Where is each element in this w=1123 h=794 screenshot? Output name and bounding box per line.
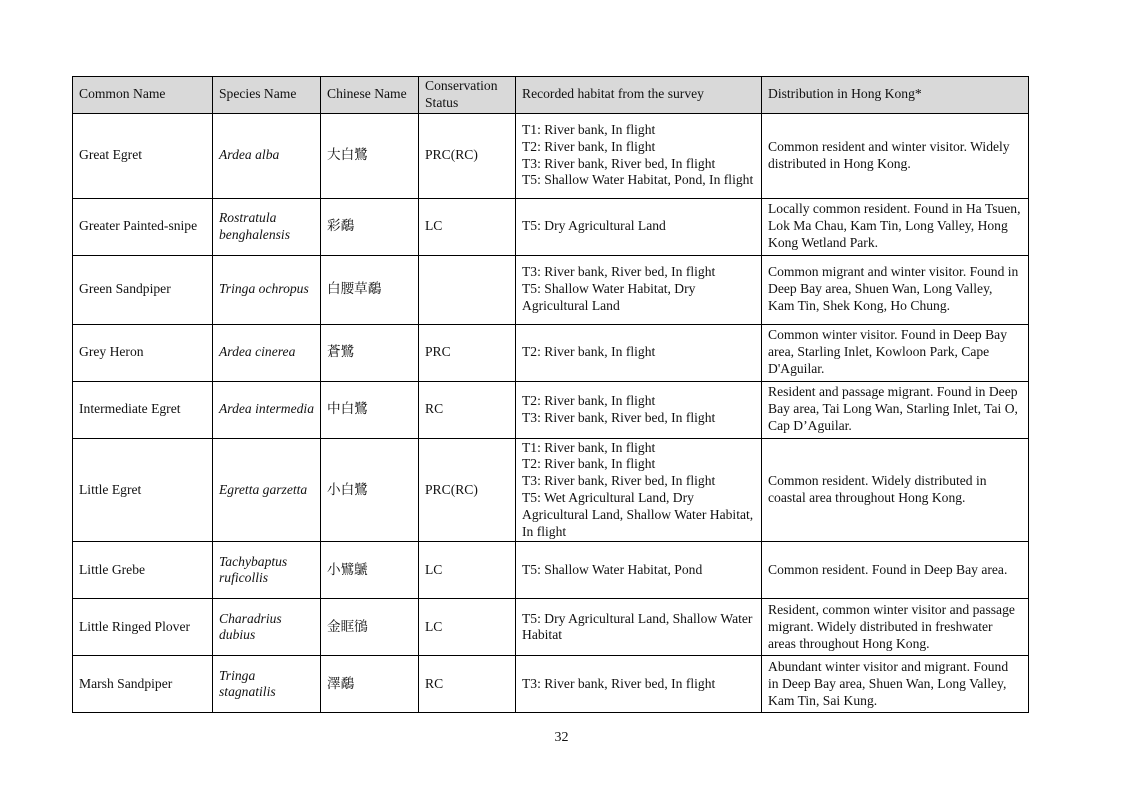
cell-distribution: Common resident. Widely distributed in coastal area throughout Hong Kong.	[762, 438, 1029, 542]
cell-conservation-status: LC	[419, 542, 516, 599]
cell-common-name: Intermediate Egret	[73, 381, 213, 438]
header-conservation-status: Conservation Status	[419, 77, 516, 114]
header-distribution: Distribution in Hong Kong*	[762, 77, 1029, 114]
cell-distribution: Locally common resident. Found in Ha Tsuen, Lok Ma Chau, Kam Tin, Long Valley, Hong Kong Wetland Park.	[762, 198, 1029, 255]
cell-conservation-status: LC	[419, 198, 516, 255]
cell-recorded-habitat: T1: River bank, In flight T2: River bank, In flight T3: River bank, River bed, In flight T5: Wet Agricultural Land, Dry Agricultural Land, Shallow Water Habitat, In flight	[516, 438, 762, 542]
cell-recorded-habitat: T5: Dry Agricultural Land	[516, 198, 762, 255]
cell-species-name: Rostratula benghalensis	[213, 198, 321, 255]
cell-conservation-status: LC	[419, 599, 516, 656]
header-common-name: Common Name	[73, 77, 213, 114]
cell-species-name: Tachybaptus ruficollis	[213, 542, 321, 599]
cell-chinese-name: 蒼鷺	[321, 324, 419, 381]
cell-common-name: Green Sandpiper	[73, 255, 213, 324]
table-row	[73, 113, 1029, 198]
header-species-name: Species Name	[213, 77, 321, 114]
cell-chinese-name: 白腰草鷸	[321, 255, 419, 324]
page-number: 32	[554, 730, 569, 745]
table-row	[73, 656, 1029, 713]
table-row	[73, 438, 1029, 542]
cell-distribution: Abundant winter visitor and migrant. Found in Deep Bay area, Shuen Wan, Long Valley, Kam Tin, Sai Kung.	[762, 656, 1029, 713]
cell-conservation-status: RC	[419, 381, 516, 438]
cell-recorded-habitat: T3: River bank, River bed, In flight T5: Shallow Water Habitat, Dry Agricultural Land	[516, 255, 762, 324]
cell-species-name: Tringa stagnatilis	[213, 656, 321, 713]
cell-species-name: Ardea cinerea	[213, 324, 321, 381]
cell-common-name: Great Egret	[73, 113, 213, 198]
cell-species-name: Ardea alba	[213, 113, 321, 198]
cell-common-name: Grey Heron	[73, 324, 213, 381]
table-header-row	[73, 77, 1029, 114]
cell-distribution: Resident and passage migrant. Found in Deep Bay area, Tai Long Wan, Starling Inlet, Tai O, Cap D’Aguilar.	[762, 381, 1029, 438]
table-row	[73, 542, 1029, 599]
header-chinese-name: Chinese Name	[321, 77, 419, 114]
cell-species-name: Tringa ochropus	[213, 255, 321, 324]
species-table	[72, 76, 1029, 713]
cell-conservation-status: PRC(RC)	[419, 113, 516, 198]
cell-species-name: Ardea intermedia	[213, 381, 321, 438]
cell-chinese-name: 澤鷸	[321, 656, 419, 713]
cell-recorded-habitat: T5: Shallow Water Habitat, Pond	[516, 542, 762, 599]
cell-distribution: Common resident and winter visitor. Widely distributed in Hong Kong.	[762, 113, 1029, 198]
cell-conservation-status: RC	[419, 656, 516, 713]
cell-distribution: Common migrant and winter visitor. Found in Deep Bay area, Shuen Wan, Long Valley, Kam Tin, Shek Kong, Ho Chung.	[762, 255, 1029, 324]
cell-distribution: Common winter visitor. Found in Deep Bay area, Starling Inlet, Kowloon Park, Cape D'Aguilar.	[762, 324, 1029, 381]
cell-chinese-name: 金眶鴴	[321, 599, 419, 656]
cell-recorded-habitat: T1: River bank, In flight T2: River bank, In flight T3: River bank, River bed, In flight T5: Shallow Water Habitat, Pond, In flight	[516, 113, 762, 198]
table-row	[73, 198, 1029, 255]
table-row	[73, 381, 1029, 438]
cell-common-name: Little Grebe	[73, 542, 213, 599]
cell-chinese-name: 小鷿鷈	[321, 542, 419, 599]
cell-common-name: Marsh Sandpiper	[73, 656, 213, 713]
cell-chinese-name: 中白鷺	[321, 381, 419, 438]
cell-distribution: Common resident. Found in Deep Bay area.	[762, 542, 1029, 599]
cell-common-name: Greater Painted-snipe	[73, 198, 213, 255]
cell-conservation-status	[419, 255, 516, 324]
cell-distribution: Resident, common winter visitor and passage migrant. Widely distributed in freshwater areas throughout Hong Kong.	[762, 599, 1029, 656]
cell-chinese-name: 彩鷸	[321, 198, 419, 255]
table-row	[73, 255, 1029, 324]
cell-recorded-habitat: T2: River bank, In flight	[516, 324, 762, 381]
cell-species-name: Charadrius dubius	[213, 599, 321, 656]
table-row	[73, 324, 1029, 381]
cell-common-name: Little Ringed Plover	[73, 599, 213, 656]
cell-conservation-status: PRC(RC)	[419, 438, 516, 542]
cell-recorded-habitat: T5: Dry Agricultural Land, Shallow Water Habitat	[516, 599, 762, 656]
cell-recorded-habitat: T2: River bank, In flight T3: River bank, River bed, In flight	[516, 381, 762, 438]
cell-conservation-status: PRC	[419, 324, 516, 381]
table-row	[73, 599, 1029, 656]
cell-common-name: Little Egret	[73, 438, 213, 542]
header-recorded-habitat: Recorded habitat from the survey	[516, 77, 762, 114]
cell-chinese-name: 小白鷺	[321, 438, 419, 542]
cell-species-name: Egretta garzetta	[213, 438, 321, 542]
cell-chinese-name: 大白鷺	[321, 113, 419, 198]
cell-recorded-habitat: T3: River bank, River bed, In flight	[516, 656, 762, 713]
